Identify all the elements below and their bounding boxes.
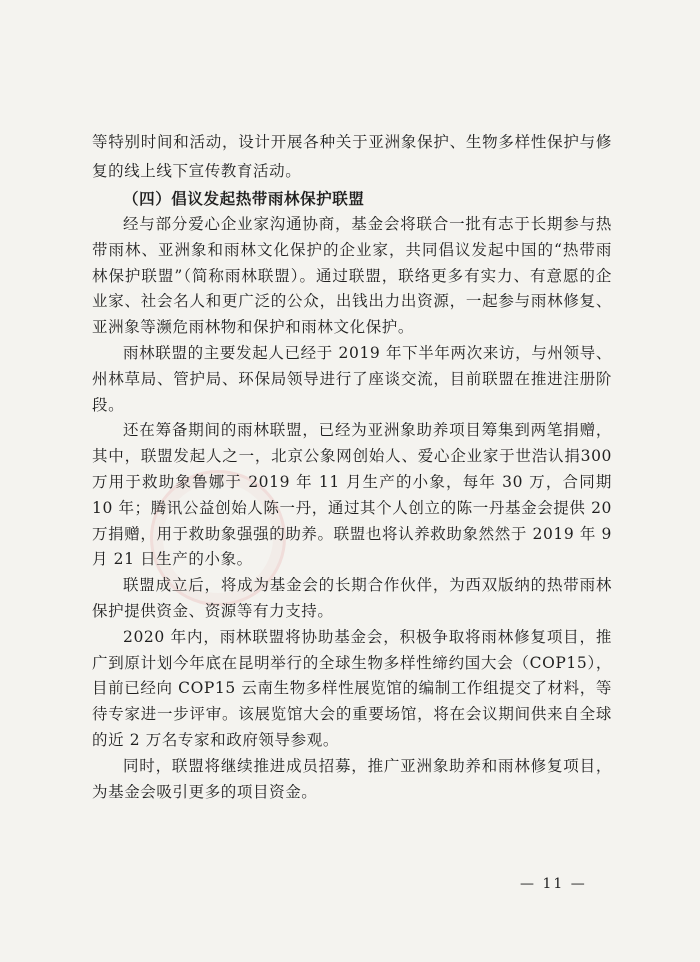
paragraph-partnership: 联盟成立后，将成为基金会的长期合作伙伴，为西双版纳的热带雨林保护提供资金、资源等有力支持。 xyxy=(92,576,612,620)
paragraph-donations: 还在筹备期间的雨林联盟，已经为亚洲象助养项目筹集到两笔捐赠，其中，联盟发起人之一，北京公象网创始人、爱心企业家于世浩认捐300万用于救助象鲁娜于 2019 年 11 月生产的小象，每年 30 万，合同期 10 年；腾讯公益创始人陈一丹，通过其个人创立的陈一丹基金会提供 20 万捐赠，用于救助象强强的助养。联盟也将认养救助象然然于 2019 年 9 月 21 日生产的小象。 xyxy=(92,421,612,569)
paragraph-continued: 等特别时间和活动，设计开展各种关于亚洲象保护、生物多样性保护与修复的线上线下宣传教育活动。 xyxy=(92,133,612,180)
section-heading: （四）倡议发起热带雨林保护联盟 xyxy=(123,189,365,208)
paragraph-founders-visit: 雨林联盟的主要发起人已经于 2019 年下半年两次来访，与州领导、州林草局、管护局、环保局领导进行了座谈交流，目前联盟在推进注册阶段。 xyxy=(92,343,612,414)
paragraph-alliance-intro: 经与部分爱心企业家沟通协商，基金会将联合一批有志于长期参与热带雨林、亚洲象和雨林文化保护的企业家，共同倡议发起中国的“热带雨林保护联盟”（简称雨林联盟）。通过联盟，联络更多有实力、有意愿的企业家、社会名人和更广泛的公众，出钱出力出资源，一起参与雨林修复、亚洲象等濒危雨林物和保护和雨林文化保护。 xyxy=(92,215,612,337)
paragraph-cop15: 2020 年内，雨林联盟将协助基金会，积极争取将雨林修复项目，推广到原计划今年底在昆明举行的全球生物多样性缔约国大会（COP15），目前已经向 COP15 云南生物多样性展览馆的编制工作组提交了材料，等待专家进一步评审。该展览馆大会的重要场馆，将在会议期间供来自全球的近 2 万名专家和政府领导参观。 xyxy=(92,627,612,749)
page-number: — 11 — xyxy=(520,876,587,892)
document-body xyxy=(92,128,612,805)
paragraph-recruitment: 同时，联盟将继续推进成员招募，推广亚洲象助养和雨林修复项目，为基金会吸引更多的项目资金。 xyxy=(92,756,612,801)
